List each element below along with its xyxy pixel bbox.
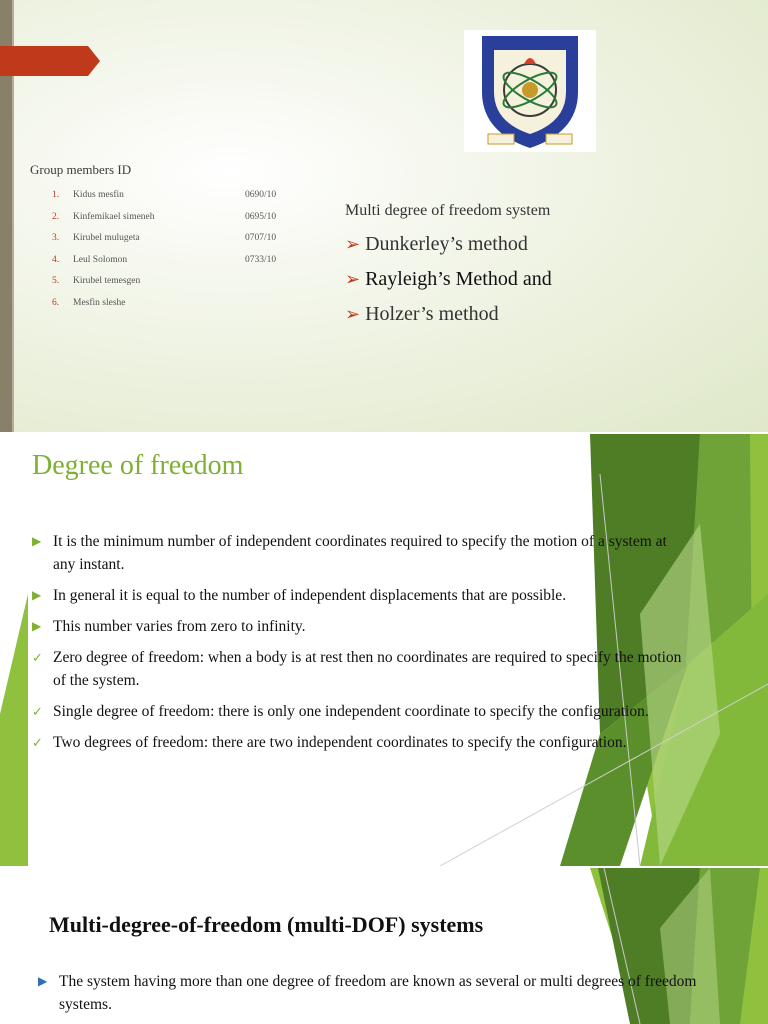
list-item <box>52 233 292 255</box>
list-item <box>32 584 692 607</box>
bullet-list <box>32 530 692 762</box>
bullet-text: In general it is equal to the number of independent displacements that are possible. <box>53 587 567 604</box>
member-name: Kirubel mulugeta <box>73 233 140 243</box>
slide-title <box>0 0 768 432</box>
bullet-text: Zero degree of freedom: when a body is at rest then no coordinates are required to specify the motion of the system. <box>53 649 682 689</box>
list-item <box>32 530 692 576</box>
member-number: 2. <box>52 211 60 222</box>
arrowhead-icon: ➢ <box>345 304 361 324</box>
triangle-right-icon: ▶ <box>38 974 48 988</box>
member-id: 0733/10 <box>245 254 277 265</box>
member-name: Kinfemikael simeneh <box>73 211 155 222</box>
member-name: Kidus mesfin <box>73 190 124 200</box>
member-id: 0707/10 <box>245 233 277 243</box>
list-item <box>38 970 718 1016</box>
list-item <box>52 255 292 277</box>
red-ribbon-shape <box>0 46 100 76</box>
bullet-text: Two degrees of freedom: there are two independent coordinates to specify the configuration. <box>53 734 627 751</box>
triangle-right-icon: ▶ <box>32 534 42 548</box>
method-label: Rayleigh’s Method and <box>365 268 552 290</box>
methods-list <box>345 232 552 337</box>
list-item <box>32 646 692 692</box>
member-id: 0690/10 <box>245 190 277 200</box>
list-item <box>32 615 692 638</box>
method-label: Dunkerley’s method <box>365 233 528 255</box>
bullet-text: It is the minimum number of independent coordinates required to specify the motion of a system at any instant. <box>53 533 667 573</box>
university-logo <box>464 30 596 152</box>
university-seal-icon <box>464 30 596 152</box>
list-item <box>32 700 692 723</box>
member-number: 6. <box>52 297 60 308</box>
list-item <box>345 302 552 337</box>
check-icon: ✓ <box>32 735 43 750</box>
group-members-heading: Group members ID <box>30 162 132 177</box>
page-title: Multi-degree-of-freedom (multi-DOF) systems <box>49 912 484 937</box>
list-item <box>52 276 292 298</box>
check-icon: ✓ <box>32 704 43 719</box>
member-number: 1. <box>52 190 60 200</box>
member-number: 3. <box>52 233 60 243</box>
bullet-text: This number varies from zero to infinity. <box>53 618 306 635</box>
arrowhead-icon: ➢ <box>345 234 361 254</box>
member-name: Mesfin sleshe <box>73 297 126 308</box>
check-icon: ✓ <box>32 650 43 665</box>
slide-degree-of-freedom <box>0 434 768 866</box>
list-item <box>52 190 292 212</box>
member-name: Leul Solomon <box>73 254 128 265</box>
bullet-text: Single degree of freedom: there is only one independent coordinate to specify the configuration. <box>53 703 649 720</box>
list-item <box>345 232 552 267</box>
member-number: 4. <box>52 254 60 265</box>
list-item <box>52 212 292 234</box>
triangle-right-icon: ▶ <box>32 619 42 633</box>
bullet-text: The system having more than one degree of freedom are known as several or multi degrees of freedom systems. <box>59 973 697 1013</box>
member-number: 5. <box>52 276 60 286</box>
members-list <box>52 190 292 319</box>
page-title: Degree of freedom <box>32 450 244 481</box>
arrowhead-icon: ➢ <box>345 269 361 289</box>
member-name: Kirubel temesgen <box>73 276 141 286</box>
list-item <box>345 267 552 302</box>
list-item <box>32 731 692 754</box>
method-label: Holzer’s method <box>365 303 499 325</box>
triangle-right-icon: ▶ <box>32 588 42 602</box>
member-id: 0695/10 <box>245 211 277 222</box>
list-item <box>52 298 292 320</box>
topic-heading: Multi degree of freedom system <box>345 202 551 219</box>
slide-multi-dof <box>0 868 768 1024</box>
